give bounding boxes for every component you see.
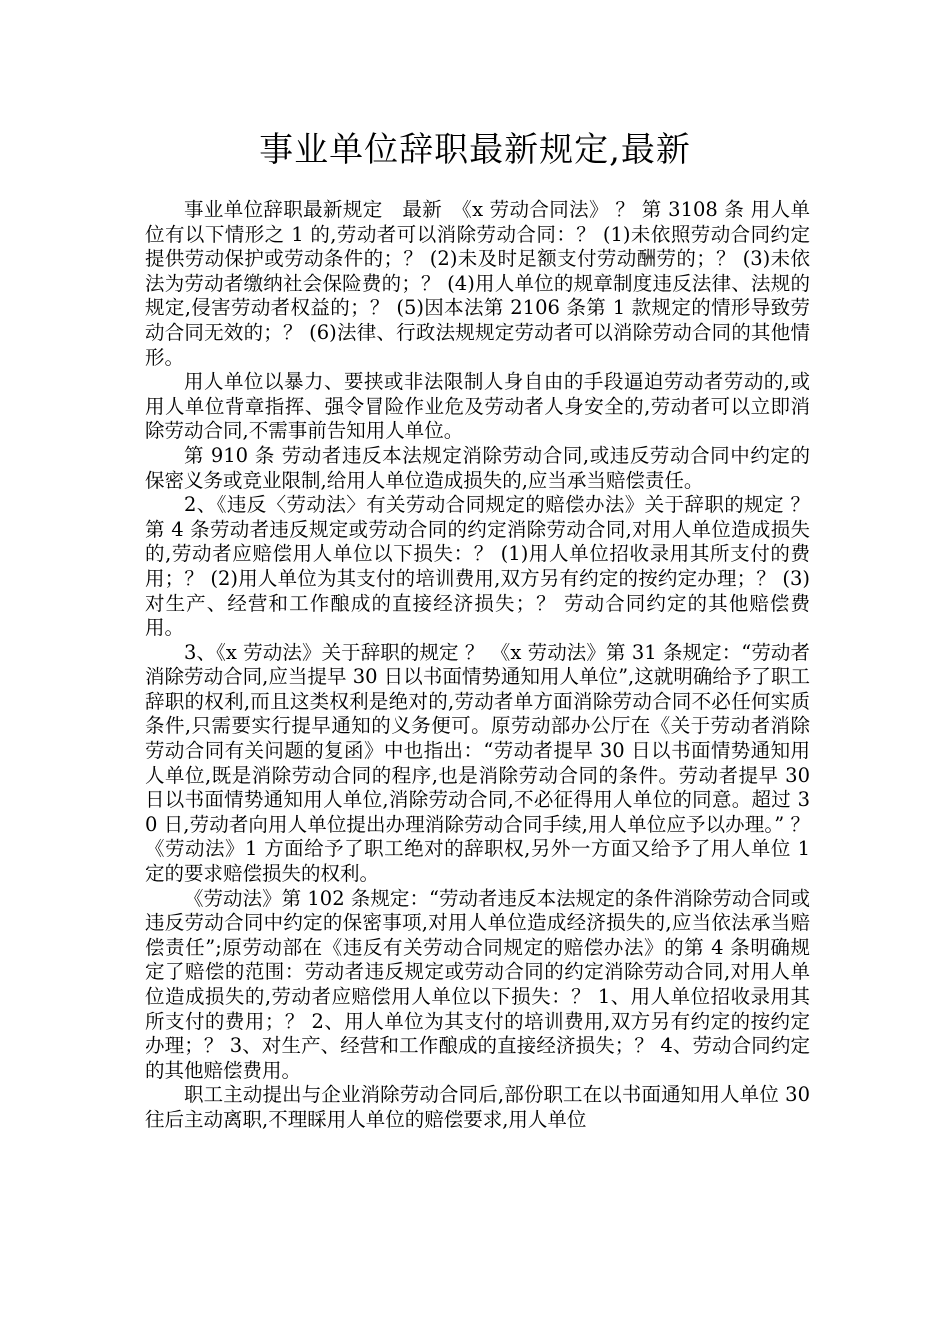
paragraph: 3、《x 劳动法》关于辞职的规定 ？ 《x 劳动法》第 31 条规定：“劳动者消除劳动合同,应当提早 30 日以书面情势通知用人单位”,这就明确给予了职工辞职的权利,而且这类权利是绝对的,劳动者单方面消除劳动合同不必任何实质条件,只需要实行提早通知的义务便可。原劳动部办公厅在《关于劳动者消除劳动合同有关问题的复函》中也指出：“劳动者提早 30 日以书面情势通知用人单位,既是消除劳动合同的程序,也是消除劳动合同的条件。劳动者提早 30 日以书面情势通知用人单位,消除劳动合同,不必征得用人单位的同意。超过 30 日,劳动者向用人单位提出办理消除劳动合同手续,用人单位应予以办理。” ？ 《劳动法》1 方面给予了职工绝对的辞职权,另外一方面又给予了用人单位 1 定的要求赔偿损失的权利。 (145, 640, 810, 886)
document-body (145, 198, 810, 1133)
paragraph: 2、《违反〈劳动法〉有关劳动合同规定的赔偿办法》关于辞职的规定 ？ 第 4 条劳动者违反规定或劳动合同的约定消除劳动合同,对用人单位造成损失的,劳动者应赔偿用人单位以下损失：？ (1)用人单位招收录用其所支付的费用；？ (2)用人单位为其支付的培训费用,双方另有约定的按约定办理；？ (3)对生产、经营和工作酿成的直接经济损失；？ 劳动合同约定的其他赔偿费用。 (145, 493, 810, 640)
paragraph: 《劳动法》第 102 条规定：“劳动者违反本法规定的条件消除劳动合同或违反劳动合同中约定的保密事项,对用人单位造成经济损失的,应当依法承当赔偿责任”;原劳动部在《违反有关劳动合同规定的赔偿办法》的第 4 条明确规定了赔偿的范围：劳动者违反规定或劳动合同的约定消除劳动合同,对用人单位造成损失的,劳动者应赔偿用人单位以下损失：？ 1、用人单位招收录用其所支付的费用；？ 2、用人单位为其支付的培训费用,双方另有约定的按约定办理；？ 3、对生产、经营和工作酿成的直接经济损失；？ 4、劳动合同约定的其他赔偿费用。 (145, 886, 810, 1082)
paragraph: 职工主动提出与企业消除劳动合同后,部份职工在以书面通知用人单位 30 往后主动离职,不理睬用人单位的赔偿要求,用人单位 (145, 1083, 810, 1131)
paragraph: 事业单位辞职最新规定 最新 《x 劳动合同法》 ？ 第 3108 条 用人单位有以下情形之 1 的,劳动者可以消除劳动合同：？ (1)未依照劳动合同约定提供劳动保护或劳动条件的；？ (2)未及时足额支付劳动酬劳的；？ (3)未依法为劳动者缴纳社会保险费的；？ (4)用人单位的规章制度违反法律、法规的规定,侵害劳动者权益的；？ (5)因本法第 2106 条第 1 款规定的情形导致劳动合同无效的；？ (6)法律、行政法规规定劳动者可以消除劳动合同的其他情形。 (145, 198, 810, 369)
document-title: 事业单位辞职最新规定,最新 (259, 130, 691, 170)
paragraph: 用人单位以暴力、要挟或非法限制人身自由的手段逼迫劳动者劳动的,或用人单位背章指挥、强令冒险作业危及劳动者人身安全的,劳动者可以立即消除劳动合同,不需事前告知用人单位。 (145, 370, 810, 443)
paragraph: 第 910 条 劳动者违反本法规定消除劳动合同,或违反劳动合同中约定的保密义务或竞业限制,给用人单位造成损失的,应当承当赔偿责任。 (145, 443, 810, 492)
